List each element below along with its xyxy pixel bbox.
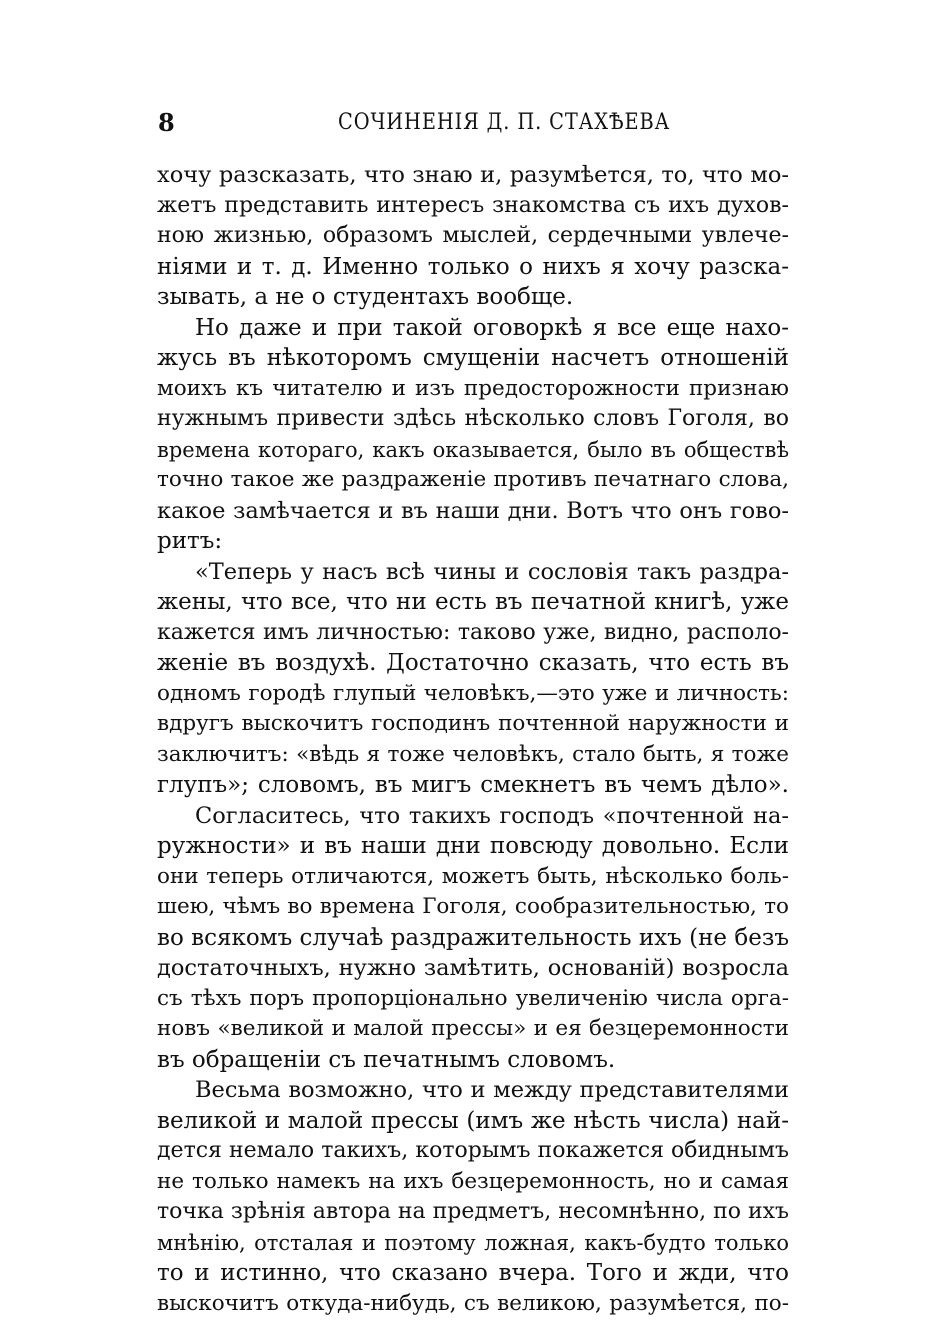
running-head: [158, 108, 790, 140]
text-line: заключитъ: «вѣдь я тоже человѣкъ, стало быть, я тоже: [157, 741, 789, 767]
text-line: шею, чѣмъ во времена Гоголя, сообразительностью, то: [157, 894, 789, 919]
text-line: они теперь отличаются, можетъ быть, нѣсколько боль-: [157, 863, 789, 889]
text-line: вдругъ выскочитъ господинъ почтенной наружности и: [157, 711, 789, 736]
text-line: не только намекъ на ихъ безцеремонность, но и самая: [157, 1168, 789, 1194]
text-line: дется немало такихъ, которымъ покажется обиднымъ: [157, 1138, 789, 1163]
page-number: 8: [158, 108, 175, 137]
text-line: какое замѣчается и въ наши дни. Вотъ что онъ гово-: [157, 497, 789, 524]
text-line: достаточныхъ, нужно замѣтить, основаній) возросла: [157, 955, 789, 981]
text-line: во всякомъ случаѣ раздражительность ихъ (не безъ: [157, 924, 789, 951]
text-line: моихъ къ читателю и изъ предосторожности признаю: [157, 375, 789, 401]
running-title: СОЧИНЕНІЯ Д. П. СТАХѢЕВА: [338, 110, 671, 135]
text-line: Согласитесь, что такихъ господъ «почтенной на-: [195, 802, 789, 829]
text-line: въ обращеніи съ печатнымъ словомъ.: [157, 1046, 616, 1073]
text-line: жетъ представить интересъ знакомства съ ихъ духов-: [157, 192, 789, 218]
text-line: великой и малой прессы (имъ же нѣсть числа) най-: [157, 1107, 789, 1134]
text-line: времена котораго, какъ оказывается, было въ обществѣ: [157, 437, 789, 462]
text-line: Но даже и при такой оговоркѣ я все еще нахо-: [195, 314, 789, 341]
text-line: ною жизнью, образомъ мыслей, сердечными увлече-: [157, 223, 789, 248]
text-line: нужнымъ привести здѣсь нѣсколько словъ Гоголя, во: [157, 406, 789, 431]
text-line: точка зрѣнія автора на предметъ, несомнѣнно, по ихъ: [157, 1199, 789, 1224]
text-line: выскочитъ откуда-нибудь, съ великою, разумѣется, по-: [157, 1290, 789, 1316]
text-line: съ тѣхъ поръ пропорціонально увеличенію числа орга-: [157, 985, 789, 1011]
text-line: «Теперь у насъ всѣ чины и сословія такъ раздра-: [195, 558, 789, 585]
text-line: ружности» и въ наши дни повсюду довольно. Если: [157, 833, 789, 859]
text-line: новъ «великой и малой прессы» и ея безцеремонности: [157, 1016, 789, 1041]
text-line: одномъ городѣ глупый человѣкъ,—это уже и личность:: [157, 680, 789, 706]
text-line: хочу разсказать, что знаю и, разумѣется, то, что мо-: [157, 162, 789, 188]
text-line: кажется имъ личностью: таково уже, видно, располо-: [157, 619, 789, 645]
text-line: жены, что все, что ни есть въ печатной книгѣ, уже: [157, 589, 789, 615]
text-line: точно такое же раздраженіе противъ печатнаго слова,: [157, 467, 789, 492]
text-line: женіе въ воздухѣ. Достаточно сказать, что есть въ: [157, 650, 789, 676]
text-line: зывать, а не о студентахъ вообще.: [157, 284, 574, 310]
text-line: ніями и т. д. Именно только о нихъ я хочу разска-: [157, 253, 789, 280]
text-line: жусь въ нѣкоторомъ смущеніи насчетъ отношеній: [157, 345, 789, 371]
text-line: глупъ»; словомъ, въ мигъ смекнетъ въ чемъ дѣло».: [157, 772, 789, 798]
text-line: Весьма возможно, что и между представителями: [195, 1077, 789, 1103]
text-line: мнѣнію, отсталая и поэтому ложная, какъ-будто только: [157, 1230, 789, 1255]
text-line: то и истинно, что сказано вчера. Того и жди, что: [157, 1260, 789, 1286]
text-line: ритъ:: [157, 528, 223, 554]
body-text: [157, 160, 789, 1319]
